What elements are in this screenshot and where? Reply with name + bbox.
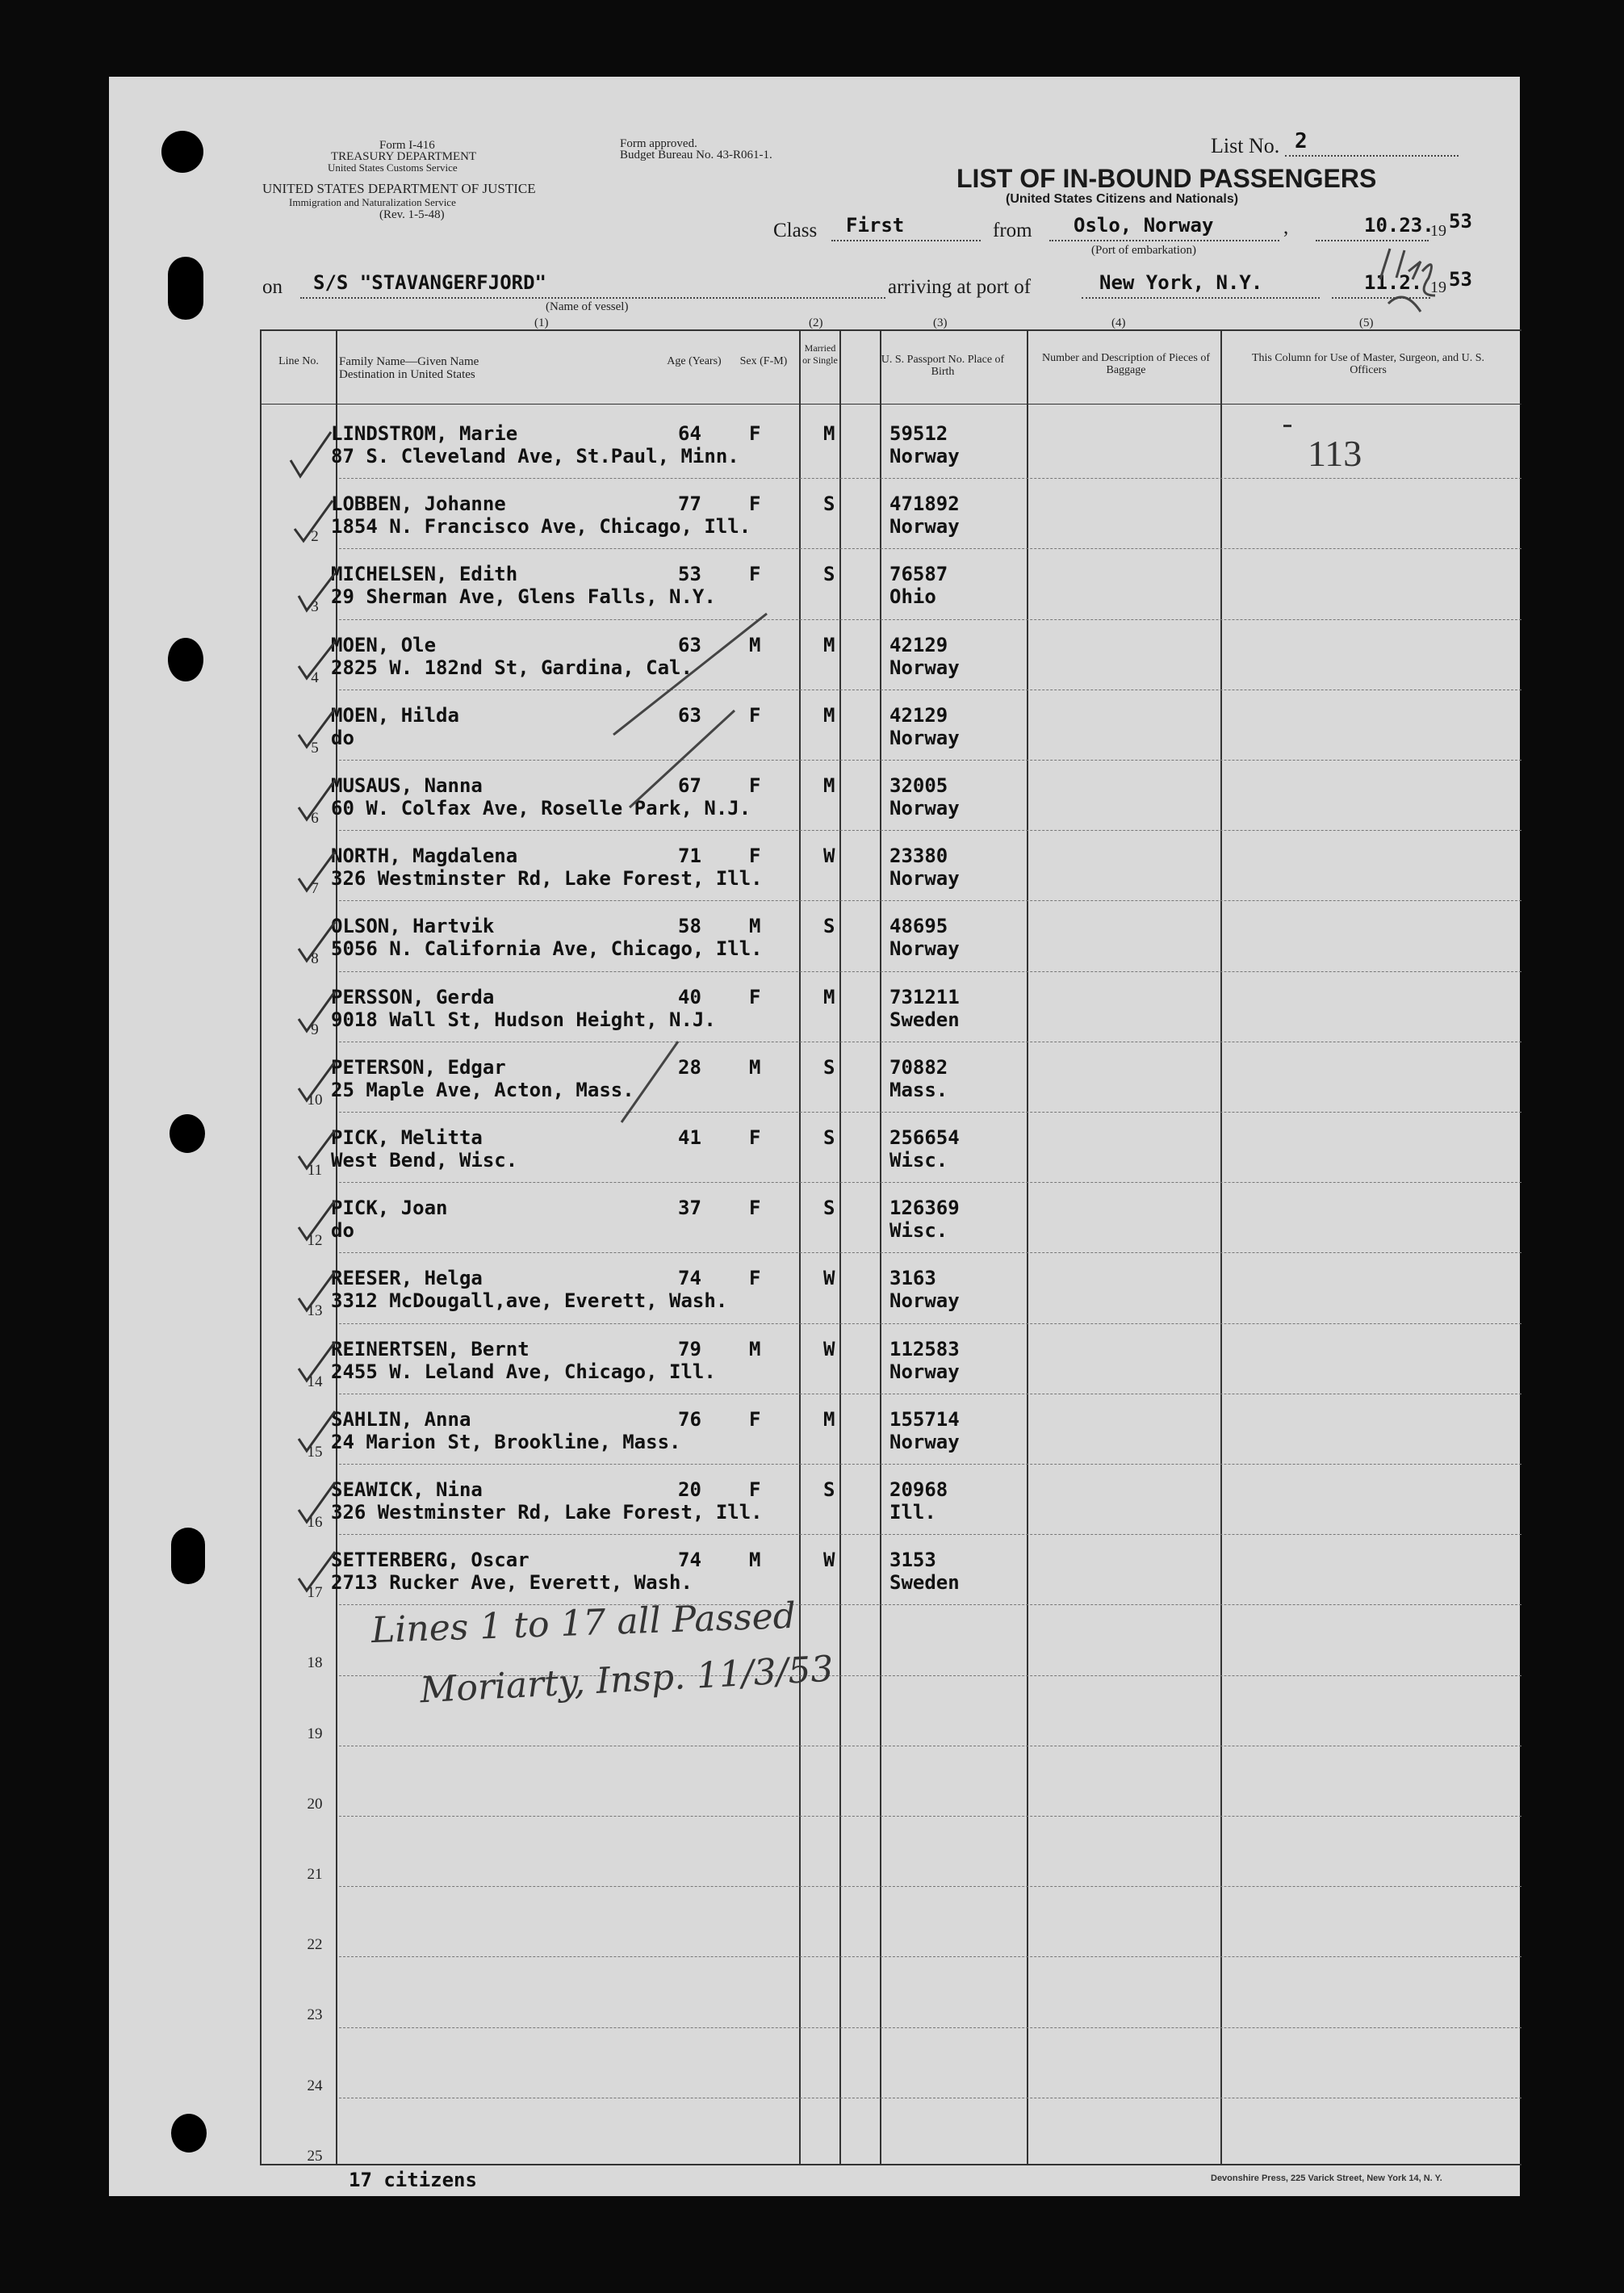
- row-passport-no: 59512: [889, 422, 948, 445]
- row-sex: F: [749, 774, 761, 797]
- line-number: 11: [307, 1162, 323, 1179]
- row-sex: M: [749, 633, 761, 656]
- justice-department: UNITED STATES DEPARTMENT OF JUSTICE: [262, 181, 536, 196]
- row-sex: M: [749, 915, 761, 938]
- row-divider: [339, 1956, 1521, 1957]
- row-marital-status: S: [823, 1197, 835, 1220]
- row-age: 77: [678, 493, 701, 516]
- row-sex: F: [749, 1267, 761, 1290]
- arrival-port: New York, N.Y.: [1099, 271, 1263, 294]
- row-destination: 326 Westminster Rd, Lake Forest, Ill.: [331, 867, 763, 891]
- row-passport-no: 32005: [889, 774, 948, 797]
- row-divider: [339, 1886, 1521, 1887]
- row-age: 37: [678, 1197, 701, 1220]
- line-number: 8: [311, 950, 319, 968]
- line-number: 10: [307, 1091, 323, 1109]
- row-destination: 2455 W. Leland Ave, Chicago, Ill.: [331, 1360, 716, 1383]
- row-sex: F: [749, 422, 761, 445]
- row-divider: [339, 1323, 1521, 1324]
- row-birthplace: Norway: [889, 1430, 960, 1453]
- row-name: REINERTSEN, Bernt: [331, 1337, 529, 1360]
- row-birthplace: Norway: [889, 1289, 960, 1313]
- col-age: Age (Years): [667, 355, 722, 367]
- row-destination: do: [331, 726, 354, 749]
- col-sex: Sex (F-M): [739, 355, 788, 367]
- row-name: SETTERBERG, Oscar: [331, 1549, 529, 1572]
- year-prefix: 19: [1430, 222, 1446, 240]
- table-top-border: [260, 329, 1521, 331]
- row-age: 53: [678, 563, 701, 586]
- col-name: Family Name—Given Name: [339, 355, 479, 368]
- year-prefix-arrival: 19: [1430, 279, 1446, 296]
- list-no-value: 2: [1295, 129, 1308, 153]
- class-label: Class: [773, 220, 818, 241]
- row-age: 64: [678, 422, 701, 445]
- line-number: 5: [311, 739, 319, 757]
- row-marital-status: M: [823, 1407, 835, 1431]
- row-birthplace: Sweden: [889, 1008, 960, 1031]
- row-birthplace: Ohio: [889, 585, 936, 609]
- tick-marks: [274, 420, 412, 1599]
- row-age: 20: [678, 1478, 701, 1501]
- row-marital-status: S: [823, 1055, 835, 1079]
- row-sex: F: [749, 493, 761, 516]
- row-age: 63: [678, 633, 701, 656]
- row-birthplace: Sweden: [889, 1571, 960, 1595]
- row-name: SAHLIN, Anna: [331, 1407, 471, 1431]
- page-subtitle: (United States Citizens and Nationals): [1006, 192, 1239, 206]
- officer-mark: 113: [1308, 433, 1362, 474]
- immigration-service: Immigration and Naturalization Service: [289, 196, 456, 208]
- row-name: PERSSON, Gerda: [331, 985, 495, 1008]
- row-name: PICK, Joan: [331, 1197, 448, 1220]
- line-number: 18: [307, 1654, 323, 1672]
- row-birthplace: Norway: [889, 797, 960, 820]
- line-number: 7: [311, 880, 319, 898]
- row-name: MOEN, Hilda: [331, 703, 459, 727]
- row-marital-status: M: [823, 633, 835, 656]
- row-age: 74: [678, 1267, 701, 1290]
- row-sex: F: [749, 1126, 761, 1149]
- row-passport-no: 42129: [889, 633, 948, 656]
- row-birthplace: Norway: [889, 726, 960, 749]
- row-name: REESER, Helga: [331, 1267, 483, 1290]
- table-bottom-border: [260, 2164, 1521, 2165]
- row-marital-status: S: [823, 563, 835, 586]
- row-passport-no: 731211: [889, 985, 960, 1008]
- col-baggage: Number and Description of Pieces of Baggage: [1042, 352, 1210, 376]
- row-birthplace: Wisc.: [889, 1149, 948, 1172]
- row-age: 40: [678, 985, 701, 1008]
- row-name: MOEN, Ole: [331, 633, 437, 656]
- row-divider: [339, 2027, 1521, 2028]
- row-birthplace: Norway: [889, 1360, 960, 1383]
- row-age: 79: [678, 1337, 701, 1360]
- row-destination: 2713 Rucker Ave, Everett, Wash.: [331, 1571, 693, 1595]
- row-marital-status: W: [823, 1549, 835, 1572]
- row-birthplace: Norway: [889, 515, 960, 539]
- row-age: 41: [678, 1126, 701, 1149]
- row-age: 74: [678, 1549, 701, 1572]
- row-destination: 87 S. Cleveland Ave, St.Paul, Minn.: [331, 445, 739, 467]
- col-destination: Destination in United States: [339, 368, 475, 381]
- arriving-label: arriving at port of: [888, 276, 1032, 298]
- row-destination: 3312 McDougall,ave, Everett, Wash.: [331, 1289, 728, 1313]
- row-sex: F: [749, 1478, 761, 1501]
- cross-out-strokes: [533, 589, 823, 1227]
- row-destination: do: [331, 1219, 354, 1243]
- row-destination: 326 Westminster Rd, Lake Forest, Ill.: [331, 1501, 763, 1524]
- handwritten-note-line2: Moriarty, Insp. 11/3/53: [419, 1648, 835, 1712]
- row-marital-status: W: [823, 1337, 835, 1360]
- row-birthplace: Norway: [889, 937, 960, 961]
- row-passport-no: 126369: [889, 1197, 960, 1220]
- row-birthplace: Norway: [889, 445, 960, 467]
- row-age: 76: [678, 1407, 701, 1431]
- line-number: 20: [307, 1795, 323, 1813]
- table-header-border: [260, 404, 1521, 405]
- row-age: 71: [678, 845, 701, 868]
- row-destination: 5056 N. California Ave, Chicago, Ill.: [331, 937, 763, 961]
- row-passport-no: 48695: [889, 915, 948, 938]
- col-passport: U. S. Passport No. Place of Birth: [881, 354, 1005, 378]
- line-number: 14: [307, 1373, 323, 1390]
- departure-date: 10.23.: [1364, 214, 1434, 237]
- row-birthplace: Norway: [889, 867, 960, 891]
- row-sex: F: [749, 1407, 761, 1431]
- row-passport-no: 112583: [889, 1337, 960, 1360]
- row-sex: M: [749, 1549, 761, 1572]
- row-age: 58: [678, 915, 701, 938]
- col-married: Married or Single: [802, 342, 838, 366]
- binder-hole: [168, 257, 203, 320]
- treasury-department: TREASURY DEPARTMENT: [331, 150, 477, 163]
- row-divider: [339, 1464, 1521, 1465]
- row-divider: [339, 760, 1521, 761]
- line-number: 17: [307, 1584, 323, 1602]
- row-name: LINDSTROM, Marie: [331, 422, 518, 445]
- form-number: Form I-416: [379, 139, 435, 152]
- row-passport-no: 3163: [889, 1267, 936, 1290]
- row-birthplace: Norway: [889, 656, 960, 679]
- row-marital-status: W: [823, 1267, 835, 1290]
- row-name: MICHELSEN, Edith: [331, 563, 518, 586]
- row-name: SEAWICK, Nina: [331, 1478, 483, 1501]
- row-birthplace: Mass.: [889, 1078, 948, 1101]
- row-marital-status: S: [823, 1126, 835, 1149]
- row-marital-status: S: [823, 493, 835, 516]
- line-number: 2: [311, 528, 319, 546]
- line-number: 4: [311, 669, 319, 686]
- row-sex: M: [749, 1337, 761, 1360]
- line-number: 13: [307, 1302, 323, 1320]
- embarkation-port: Oslo, Norway: [1074, 214, 1214, 237]
- row-marital-status: S: [823, 915, 835, 938]
- embarkation-note: (Port of embarkation): [1091, 244, 1196, 257]
- customs-service: United States Customs Service: [328, 161, 458, 174]
- row-divider: [339, 1534, 1521, 1535]
- row-destination: 24 Marion St, Brookline, Mass.: [331, 1430, 681, 1453]
- approval-note: Form approved.: [620, 137, 697, 150]
- row-passport-no: 23380: [889, 845, 948, 868]
- handwritten-note-line1: Lines 1 to 17 all Passed: [370, 1595, 797, 1652]
- line-number: 23: [307, 2006, 323, 2024]
- class-value: First: [846, 214, 905, 237]
- row-marital-status: S: [823, 1478, 835, 1501]
- row-passport-no: 20968: [889, 1478, 948, 1501]
- row-name: OLSON, Hartvik: [331, 915, 495, 938]
- row-birthplace: Wisc.: [889, 1219, 948, 1243]
- list-no-label: List No.: [1211, 134, 1280, 157]
- departure-year: 53: [1449, 210, 1472, 233]
- row-sex: F: [749, 703, 761, 727]
- row-passport-no: 471892: [889, 493, 960, 516]
- row-divider: [339, 1816, 1521, 1817]
- arrival-date: 11.2.: [1364, 271, 1423, 294]
- row-marital-status: W: [823, 845, 835, 868]
- row-divider: [339, 900, 1521, 901]
- line-number: 15: [307, 1443, 323, 1461]
- line-number: 12: [307, 1232, 323, 1250]
- row-age: 67: [678, 774, 701, 797]
- row-name: NORTH, Magdalena: [331, 845, 518, 868]
- row-marital-status: M: [823, 703, 835, 727]
- row-destination: 60 W. Colfax Ave, Roselle Park, N.J.: [331, 797, 751, 820]
- row-marital-status: M: [823, 774, 835, 797]
- binder-hole: [171, 1528, 205, 1584]
- row-sex: F: [749, 845, 761, 868]
- row-sex: F: [749, 1197, 761, 1220]
- row-name: PICK, Melitta: [331, 1126, 483, 1149]
- col-line-no: Line No.: [278, 355, 319, 367]
- line-number: 24: [307, 2077, 323, 2094]
- binder-hole: [171, 2114, 207, 2153]
- row-destination: 25 Maple Ave, Acton, Mass.: [331, 1078, 634, 1101]
- row-destination: 2825 W. 182nd St, Gardina, Cal.: [331, 656, 693, 679]
- from-label: from: [993, 220, 1032, 241]
- row-divider: [339, 1112, 1521, 1113]
- row-birthplace: Ill.: [889, 1501, 936, 1524]
- revision-date: (Rev. 1-5-48): [379, 208, 445, 221]
- col-officers: This Column for Use of Master, Surgeon, and U. S. Officers: [1251, 352, 1485, 376]
- inspector-date-scribble: [1372, 239, 1445, 320]
- line-number: 3: [311, 598, 319, 616]
- row-passport-no: 256654: [889, 1126, 960, 1149]
- row-sex: F: [749, 985, 761, 1008]
- line-number: 16: [307, 1514, 323, 1531]
- row-passport-no: 3153: [889, 1549, 936, 1572]
- on-label: on: [262, 276, 283, 298]
- row-name: MUSAUS, Nanna: [331, 774, 483, 797]
- binder-hole: [168, 638, 203, 681]
- total-citizens: 17 citizens: [349, 2169, 477, 2191]
- row-divider: [339, 619, 1521, 620]
- row-divider: [339, 1252, 1521, 1253]
- line-number: 6: [311, 810, 319, 827]
- row-passport-no: 76587: [889, 563, 948, 586]
- row-passport-no: 42129: [889, 703, 948, 727]
- row-passport-no: 70882: [889, 1055, 948, 1079]
- line-number: 25: [307, 2147, 323, 2165]
- row-destination: 9018 Wall St, Hudson Height, N.J.: [331, 1008, 716, 1031]
- arrival-year: 53: [1449, 268, 1472, 291]
- row-divider: [339, 830, 1521, 831]
- row-divider: [339, 478, 1521, 479]
- page-title: LIST OF IN-BOUND PASSENGERS: [956, 164, 1377, 193]
- row-sex: M: [749, 1055, 761, 1079]
- row-passport-no: 155714: [889, 1407, 960, 1431]
- row-name: PETERSON, Edgar: [331, 1055, 506, 1079]
- row-marital-status: M: [823, 985, 835, 1008]
- row-divider: [339, 548, 1521, 549]
- row-divider: [339, 1182, 1521, 1183]
- line-number: 21: [307, 1866, 323, 1883]
- vessel-note: (Name of vessel): [546, 300, 629, 313]
- row-age: 28: [678, 1055, 701, 1079]
- row-destination: West Bend, Wisc.: [331, 1149, 518, 1172]
- budget-bureau: Budget Bureau No. 43-R061-1.: [620, 149, 772, 161]
- row-marital-status: M: [823, 422, 835, 445]
- row-sex: F: [749, 563, 761, 586]
- binder-hole: [170, 1114, 205, 1153]
- printer-imprint: Devonshire Press, 225 Varick Street, New York 14, N. Y.: [1211, 2174, 1442, 2183]
- row-divider: [339, 971, 1521, 972]
- line-number: 22: [307, 1936, 323, 1954]
- line-number: 9: [311, 1021, 319, 1038]
- row-name: LOBBEN, Johanne: [331, 493, 506, 516]
- binder-hole: [161, 131, 203, 173]
- line-number: 19: [307, 1725, 323, 1742]
- row-age: 63: [678, 703, 701, 727]
- vessel-name: S/S "STAVANGERFJORD": [313, 271, 546, 294]
- row-destination: 1854 N. Francisco Ave, Chicago, Ill.: [331, 515, 751, 539]
- row-destination: 29 Sherman Ave, Glens Falls, N.Y.: [331, 585, 716, 609]
